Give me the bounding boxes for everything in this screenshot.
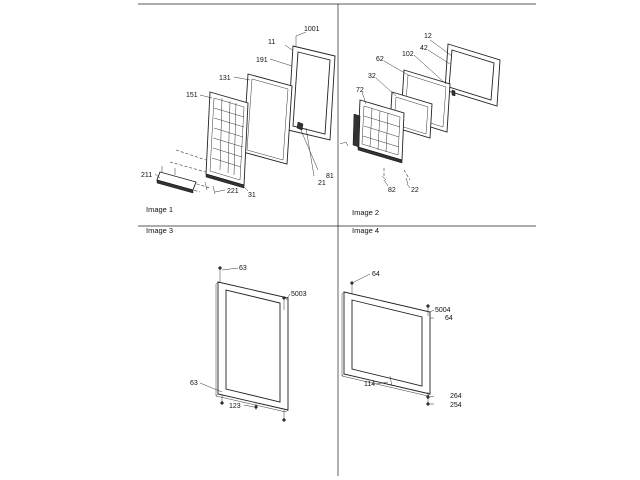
screw-bottom-left (221, 402, 224, 405)
freezer-hinge-pin (452, 90, 455, 96)
label-151: 151 (186, 92, 198, 99)
leader-221 (215, 190, 225, 192)
label-42: 42 (420, 45, 428, 52)
screw-top-left (219, 267, 222, 270)
label-64-right: 64 (445, 315, 453, 322)
frame-5003-inner (226, 290, 280, 402)
label-114: 114 (364, 381, 376, 388)
image-2-freezer-door (340, 33, 500, 217)
label-64-top: 64 (372, 271, 380, 278)
screw-top-right (283, 297, 286, 300)
label-191: 191 (256, 57, 268, 64)
screw-bottom-right-4b (427, 403, 430, 406)
small-clip (340, 142, 348, 146)
label-254: 254 (450, 402, 462, 409)
screw-bottom-right (283, 419, 286, 422)
leader-123 (244, 405, 254, 407)
screw-bottom-right-4 (427, 396, 430, 399)
label-12: 12 (424, 33, 432, 40)
label-82: 82 (388, 187, 396, 194)
label-5004: 5004 (435, 307, 451, 314)
label-11: 11 (268, 39, 276, 46)
door-gasket-part (243, 74, 292, 164)
label-32: 32 (368, 73, 376, 80)
leader-63-top (222, 268, 238, 270)
label-63-top: 63 (239, 265, 247, 272)
image-1-door-assembly (141, 26, 335, 214)
leader-64-top (354, 274, 370, 282)
leader-191 (270, 59, 292, 66)
caption-image-3: Image 3 (146, 226, 174, 235)
freezer-liner-side (353, 114, 360, 147)
leader-62 (384, 61, 410, 76)
leader-32 (376, 78, 396, 96)
leader-11 (285, 45, 292, 50)
leader-82 (384, 180, 388, 186)
image-4-freezer-frame (342, 226, 462, 409)
label-5003: 5003 (291, 291, 307, 298)
leader-264 (430, 396, 434, 397)
label-264: 264 (450, 393, 462, 400)
label-1001: 1001 (304, 26, 320, 33)
label-81: 81 (326, 173, 334, 180)
label-21: 21 (318, 180, 326, 187)
screw-top-left-4 (351, 282, 354, 285)
caption-image-1: Image 1 (146, 205, 174, 214)
label-31: 31 (248, 192, 256, 199)
label-131: 131 (219, 75, 231, 82)
leader-5004 (430, 310, 434, 312)
label-22: 22 (411, 187, 419, 194)
screw-top-right-4 (427, 305, 430, 308)
image-3-door-frame (146, 226, 307, 421)
caption-image-2: Image 2 (352, 208, 380, 217)
label-72: 72 (356, 87, 364, 94)
leader-31 (243, 186, 248, 191)
screws-221 (205, 182, 215, 194)
caption-image-4: Image 4 (352, 226, 380, 235)
label-102: 102 (402, 51, 414, 58)
label-211: 211 (141, 172, 153, 179)
label-221: 221 (227, 188, 239, 195)
leader-1001 (296, 32, 306, 46)
leader-22 (407, 184, 410, 188)
door-liner-part (206, 92, 248, 185)
label-123: 123 (229, 403, 241, 410)
label-62: 62 (376, 56, 384, 63)
door-frame-inner (293, 52, 330, 134)
label-63-bottom: 63 (190, 380, 198, 387)
